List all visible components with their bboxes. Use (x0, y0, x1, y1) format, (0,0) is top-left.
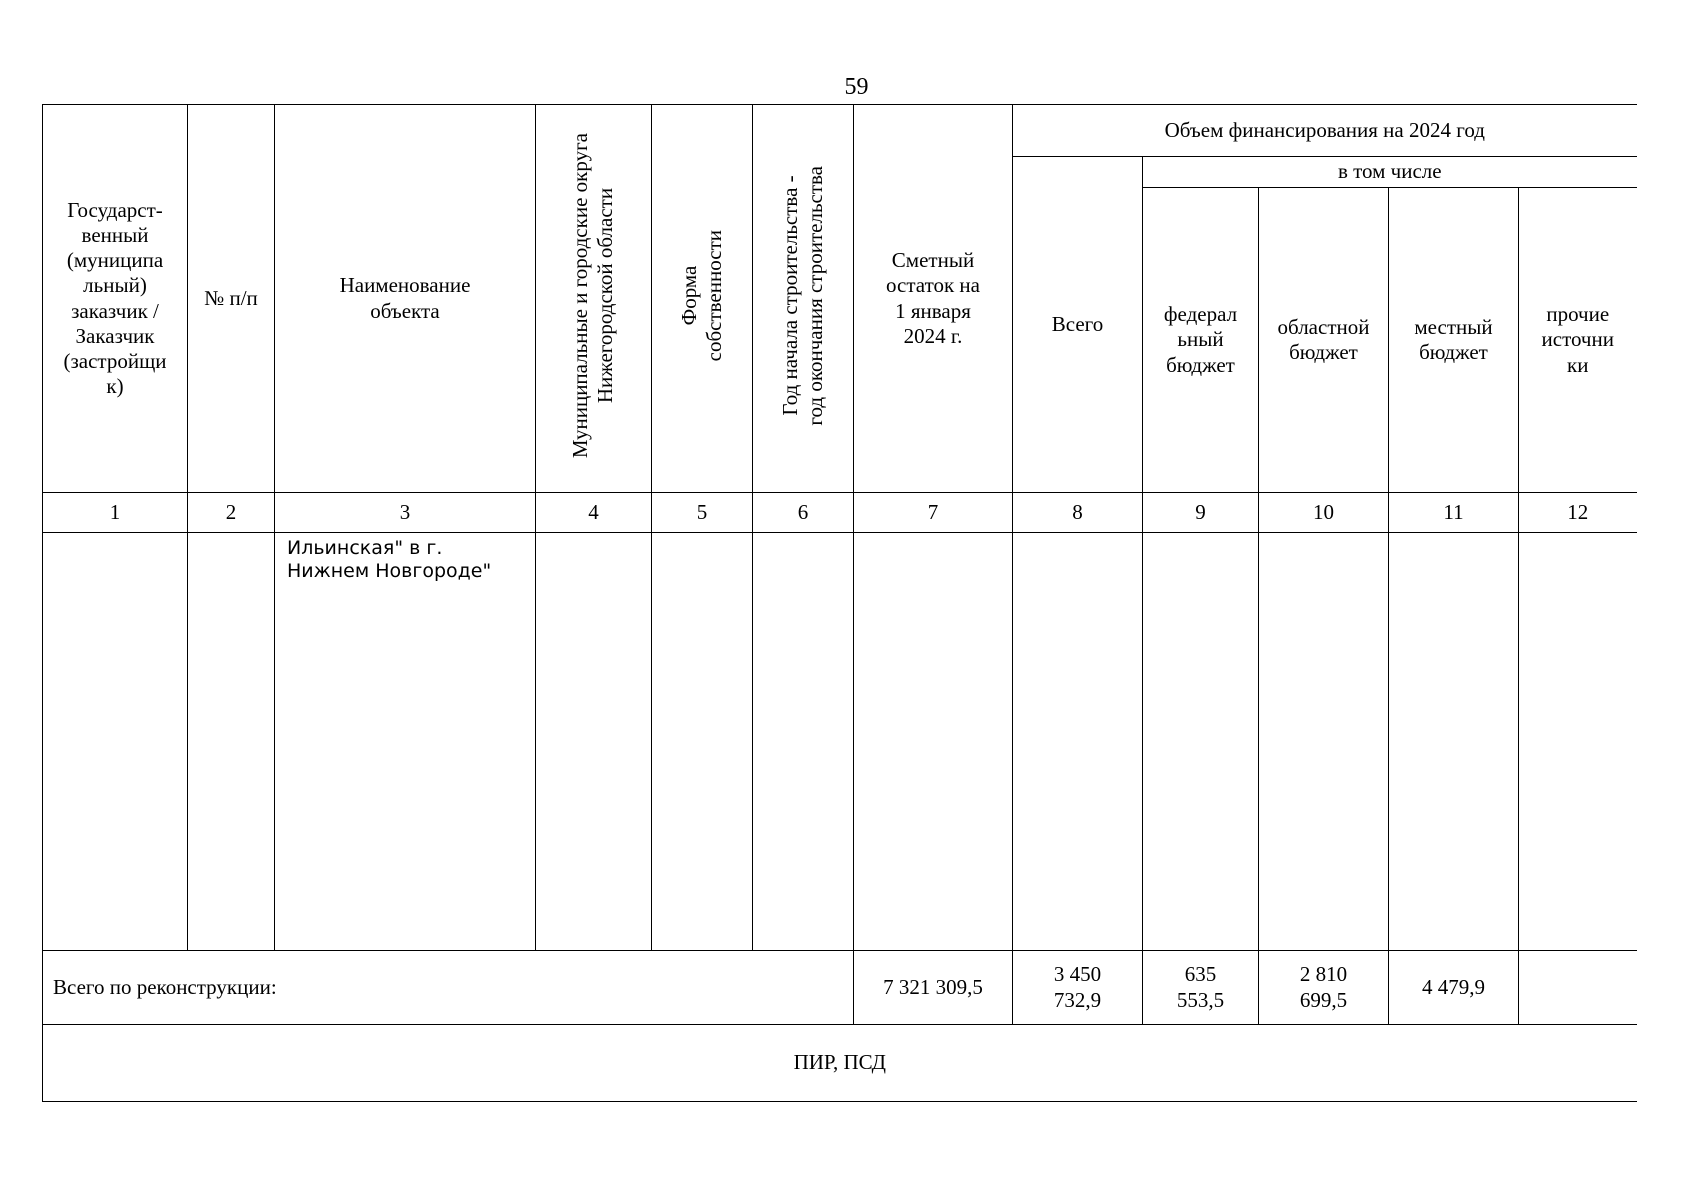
cell-regional (1259, 533, 1389, 951)
total-estimate-balance: 7 321 309,5 (854, 951, 1013, 1025)
total-row-label: Всего по реконструкции: (43, 951, 854, 1025)
header-construction-years: Год начала строительства - год окончания строительства (753, 105, 854, 493)
column-number-row (43, 493, 1637, 533)
cell-customer (43, 533, 188, 951)
cell-estimate-balance (854, 533, 1013, 951)
header-total: Всего (1013, 157, 1143, 493)
header-including: в том числе (1143, 157, 1637, 188)
cell-total (1013, 533, 1143, 951)
cell-federal (1143, 533, 1259, 951)
header-estimate-balance: Сметный остаток на 1 января 2024 г. (854, 105, 1013, 493)
section-title: ПИР, ПСД (43, 1025, 1637, 1102)
cell-object-name: Ильинская" в г. Нижнем Новгороде" (275, 533, 536, 951)
cell-districts (536, 533, 652, 951)
total-row (43, 951, 1637, 1025)
header-funding-volume: Объем финансирования на 2024 год (1013, 105, 1637, 157)
header-federal: федерал ьный бюджет (1143, 188, 1259, 493)
header-number: № п/п (188, 105, 275, 493)
total-regional: 2 810 699,5 (1259, 951, 1389, 1025)
cell-other (1519, 533, 1637, 951)
cell-local (1389, 533, 1519, 951)
cell-number (188, 533, 275, 951)
column-number: 10 (1259, 493, 1389, 533)
column-number: 6 (753, 493, 854, 533)
column-number: 12 (1519, 493, 1637, 533)
header-local: местный бюджет (1389, 188, 1519, 493)
table-row (43, 533, 1637, 951)
total-federal: 635 553,5 (1143, 951, 1259, 1025)
header-ownership: Форма собственности (652, 105, 753, 493)
column-number: 9 (1143, 493, 1259, 533)
total-all: 3 450 732,9 (1013, 951, 1143, 1025)
column-number: 5 (652, 493, 753, 533)
column-number: 3 (275, 493, 536, 533)
section-row (43, 1025, 1637, 1102)
total-local: 4 479,9 (1389, 951, 1519, 1025)
column-number: 4 (536, 493, 652, 533)
cell-construction-years (753, 533, 854, 951)
header-districts: Муниципальные и городские округа Нижегородской области (536, 105, 652, 493)
header-other: прочие источни ки (1519, 188, 1637, 493)
header-customer: Государст- венный (муниципа льный) заказчик / Заказчик (застройщи к) (43, 105, 188, 493)
page-number: 59 (844, 74, 869, 100)
header-regional: областной бюджет (1259, 188, 1389, 493)
column-number: 2 (188, 493, 275, 533)
column-number: 7 (854, 493, 1013, 533)
total-other (1519, 951, 1637, 1025)
column-number: 1 (43, 493, 188, 533)
financing-table (42, 104, 1637, 1102)
header-object-name: Наименование объекта (275, 105, 536, 493)
cell-ownership (652, 533, 753, 951)
column-number: 11 (1389, 493, 1519, 533)
column-number: 8 (1013, 493, 1143, 533)
